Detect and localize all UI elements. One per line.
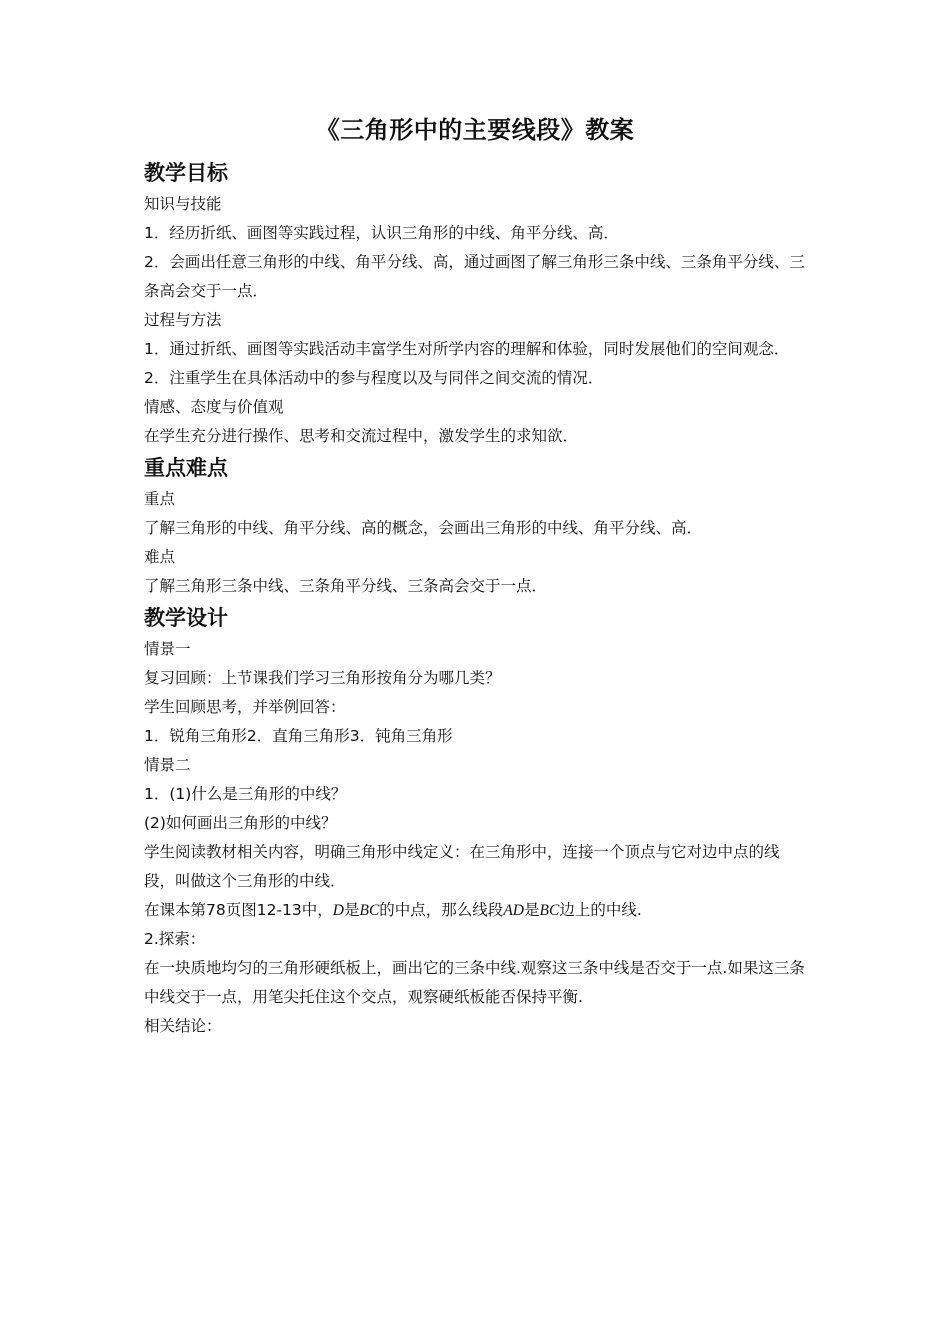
subheading-scene-2: 情景二: [144, 756, 191, 774]
section-heading-objectives: 教学目标: [144, 161, 228, 185]
math-variable: BC: [359, 902, 380, 919]
example-text: 是: [343, 901, 360, 919]
subheading-emotion: 情感、态度与价值观: [144, 398, 284, 416]
math-variable: AD: [503, 902, 524, 919]
math-variable: BC: [539, 902, 560, 919]
paragraph: 2．会画出任意三角形的中线、角平分线、高，通过画图了解三角形三条中线、三条角平分线、三条高会交于一点．: [144, 253, 805, 300]
paragraph: 1．(1)什么是三角形的中线？: [144, 785, 347, 803]
example-text: 是: [523, 901, 540, 919]
document-body: [144, 156, 808, 1041]
example-paragraph: [144, 896, 808, 925]
paragraph: 在学生充分进行操作、思考和交流过程中，激发学生的求知欲．: [144, 427, 579, 445]
paragraph: 1．通过折纸、画图等实践活动丰富学生对所学内容的理解和体验，同时发展他们的空间观念．: [144, 340, 790, 358]
subheading-key: 重点: [144, 490, 176, 508]
paragraph: 1．经历折纸、画图等实践过程，认识三角形的中线、角平分线、高．: [144, 224, 619, 242]
subheading-conclusion: 相关结论：: [144, 1017, 222, 1035]
example-text: 边上的中线.: [559, 901, 642, 919]
section-heading-key-points: 重点难点: [144, 456, 228, 480]
example-text: 的中点，那么线段: [379, 901, 504, 919]
paragraph: 了解三角形的中线、角平分线、高的概念，会画出三角形的中线、角平分线、高．: [144, 519, 703, 537]
document-title: 《三角形中的主要线段》教案: [315, 116, 635, 144]
paragraph: 1．锐角三角形2．直角三角形3．钝角三角形: [144, 727, 453, 745]
section-heading-design: 教学设计: [144, 606, 228, 630]
subheading-scene-1: 情景一: [144, 640, 191, 658]
math-variable: D: [332, 902, 344, 919]
paragraph: 学生阅读教材相关内容，明确三角形中线定义：在三角形中，连接一个顶点与它对边中点的线段，叫做这个三角形的中线．: [144, 843, 780, 890]
paragraph: (2)如何画出三角形的中线？: [144, 814, 337, 832]
subheading-process: 过程与方法: [144, 311, 222, 329]
paragraph: 学生回顾思考，并举例回答：: [144, 698, 346, 716]
example-text: 在课本第78页图12-13中，: [144, 901, 333, 919]
paragraph: 复习回顾：上节课我们学习三角形按角分为哪几类？: [144, 669, 501, 687]
subheading-explore: 2.探索：: [144, 930, 206, 948]
paragraph: 了解三角形三条中线、三条角平分线、三条高会交于一点．: [144, 577, 548, 595]
paragraph: 2．注重学生在具体活动中的参与程度以及与同伴之间交流的情况．: [144, 369, 604, 387]
paragraph: 在一块质地均匀的三角形硬纸板上，画出它的三条中线.观察这三条中线是否交于一点.如果这三条中线交于一点，用笔尖托住这个交点，观察硬纸板能否保持平衡.: [144, 959, 805, 1006]
subheading-knowledge: 知识与技能: [144, 195, 222, 213]
subheading-difficult: 难点: [144, 548, 176, 566]
